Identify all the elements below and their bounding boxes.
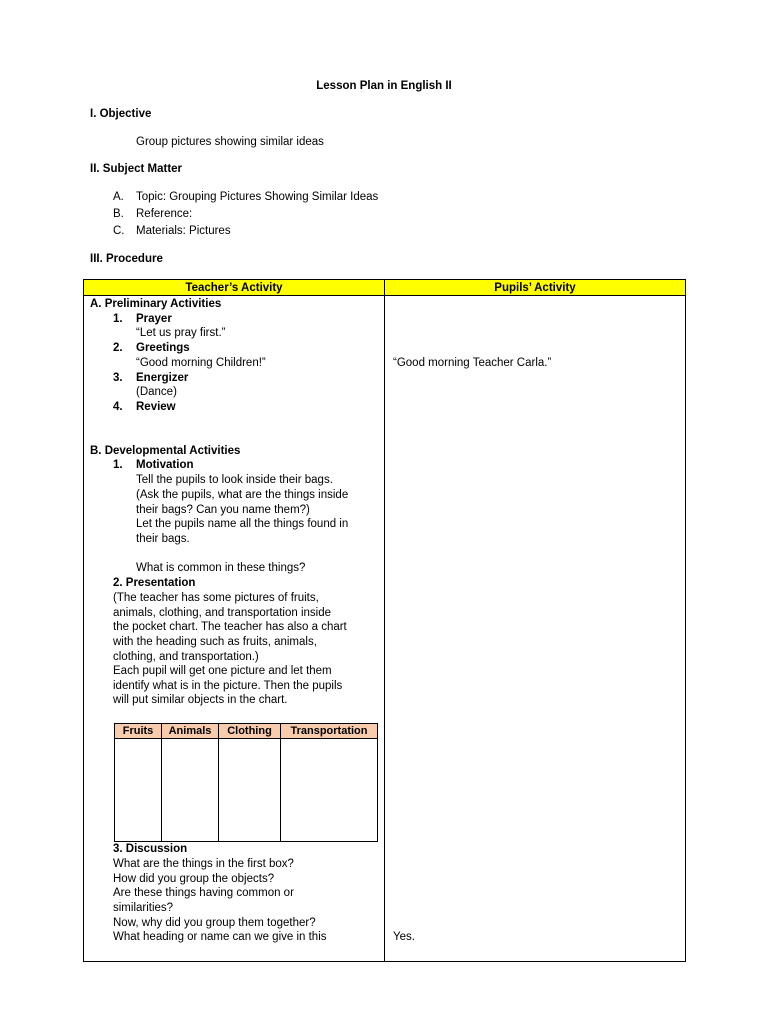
prayer-number: 1. bbox=[113, 313, 123, 325]
chart-cell-transportation bbox=[281, 739, 378, 842]
presentation-heading: 2. Presentation bbox=[113, 577, 196, 589]
presentation-line: (The teacher has some pictures of fruits, bbox=[113, 592, 319, 604]
developmental-heading: B. Developmental Activities bbox=[90, 445, 241, 457]
pupils-activity-header: Pupils’ Activity bbox=[385, 280, 686, 296]
presentation-line: with the heading such as fruits, animals, bbox=[113, 636, 317, 648]
prayer-label: Prayer bbox=[136, 313, 172, 325]
item-text: Reference: bbox=[136, 208, 193, 220]
greetings-line: “Good morning Children!” bbox=[136, 357, 266, 369]
subject-matter-heading: II. Subject Matter bbox=[90, 163, 183, 175]
discussion-line: similarities? bbox=[113, 902, 174, 914]
yes-reply: Yes. bbox=[393, 931, 415, 943]
motivation-number: 1. bbox=[113, 459, 123, 471]
chart-cell-clothing bbox=[219, 739, 281, 842]
chart-cell-fruits bbox=[115, 739, 162, 842]
procedure-table bbox=[83, 279, 686, 962]
motivation-line: Let the pupils name all the things found in bbox=[136, 518, 349, 530]
prayer-line: “Let us pray first.” bbox=[136, 327, 226, 339]
teacher-activity-header: Teacher’s Activity bbox=[84, 280, 385, 296]
review-number: 4. bbox=[113, 401, 123, 413]
preliminary-heading: A. Preliminary Activities bbox=[90, 298, 222, 310]
procedure-heading: III. Procedure bbox=[90, 253, 163, 265]
pupils-activity-cell bbox=[385, 296, 686, 962]
motivation-question: What is common in these things? bbox=[136, 562, 306, 574]
motivation-label: Motivation bbox=[136, 459, 194, 471]
discussion-line: Now, why did you group them together? bbox=[113, 917, 316, 929]
subject-item-materials bbox=[113, 225, 231, 237]
teacher-activity-cell bbox=[84, 296, 385, 962]
discussion-line: What are the things in the first box? bbox=[113, 858, 294, 870]
presentation-line: Each pupil will get one picture and let them bbox=[113, 665, 332, 677]
presentation-line: clothing, and transportation.) bbox=[113, 651, 259, 663]
discussion-line: What heading or name can we give in this bbox=[113, 931, 327, 943]
energizer-line: (Dance) bbox=[136, 386, 177, 398]
motivation-line: Tell the pupils to look inside their bags. bbox=[136, 474, 333, 486]
document-title: Lesson Plan in English II bbox=[316, 80, 452, 92]
presentation-line: identify what is in the picture. Then the pupils bbox=[113, 680, 343, 692]
item-text: Materials: Pictures bbox=[136, 225, 231, 237]
presentation-line: will put similar objects in the chart. bbox=[113, 694, 288, 706]
motivation-line: their bags? Can you name them?) bbox=[136, 504, 310, 516]
chart-header-transportation: Transportation bbox=[281, 724, 378, 739]
energizer-number: 3. bbox=[113, 372, 123, 384]
motivation-line: their bags. bbox=[136, 533, 190, 545]
greetings-number: 2. bbox=[113, 342, 123, 354]
chart-header-animals: Animals bbox=[162, 724, 219, 739]
item-label: A. bbox=[113, 191, 124, 203]
item-label: C. bbox=[113, 225, 125, 237]
energizer-label: Energizer bbox=[136, 372, 189, 384]
chart-header-clothing: Clothing bbox=[219, 724, 281, 739]
subject-item-topic bbox=[113, 191, 378, 203]
review-label: Review bbox=[136, 401, 176, 413]
motivation-line: (Ask the pupils, what are the things inside bbox=[136, 489, 349, 501]
discussion-line: Are these things having common or bbox=[113, 887, 294, 899]
discussion-heading: 3. Discussion bbox=[113, 843, 188, 855]
chart-cell-animals bbox=[162, 739, 219, 842]
objective-text: Group pictures showing similar ideas bbox=[136, 136, 324, 148]
greeting-reply: “Good morning Teacher Carla.” bbox=[393, 357, 552, 369]
item-text: Topic: Grouping Pictures Showing Similar Ideas bbox=[136, 191, 379, 203]
presentation-line: animals, clothing, and transportation inside bbox=[113, 607, 331, 619]
objective-heading: I. Objective bbox=[90, 108, 152, 120]
item-label: B. bbox=[113, 208, 124, 220]
grouping-chart bbox=[114, 723, 378, 842]
discussion-line: How did you group the objects? bbox=[113, 873, 275, 885]
presentation-line: the pocket chart. The teacher has also a chart bbox=[113, 621, 347, 633]
chart-header-fruits: Fruits bbox=[115, 724, 162, 739]
subject-item-reference bbox=[113, 208, 192, 220]
greetings-label: Greetings bbox=[136, 342, 190, 354]
